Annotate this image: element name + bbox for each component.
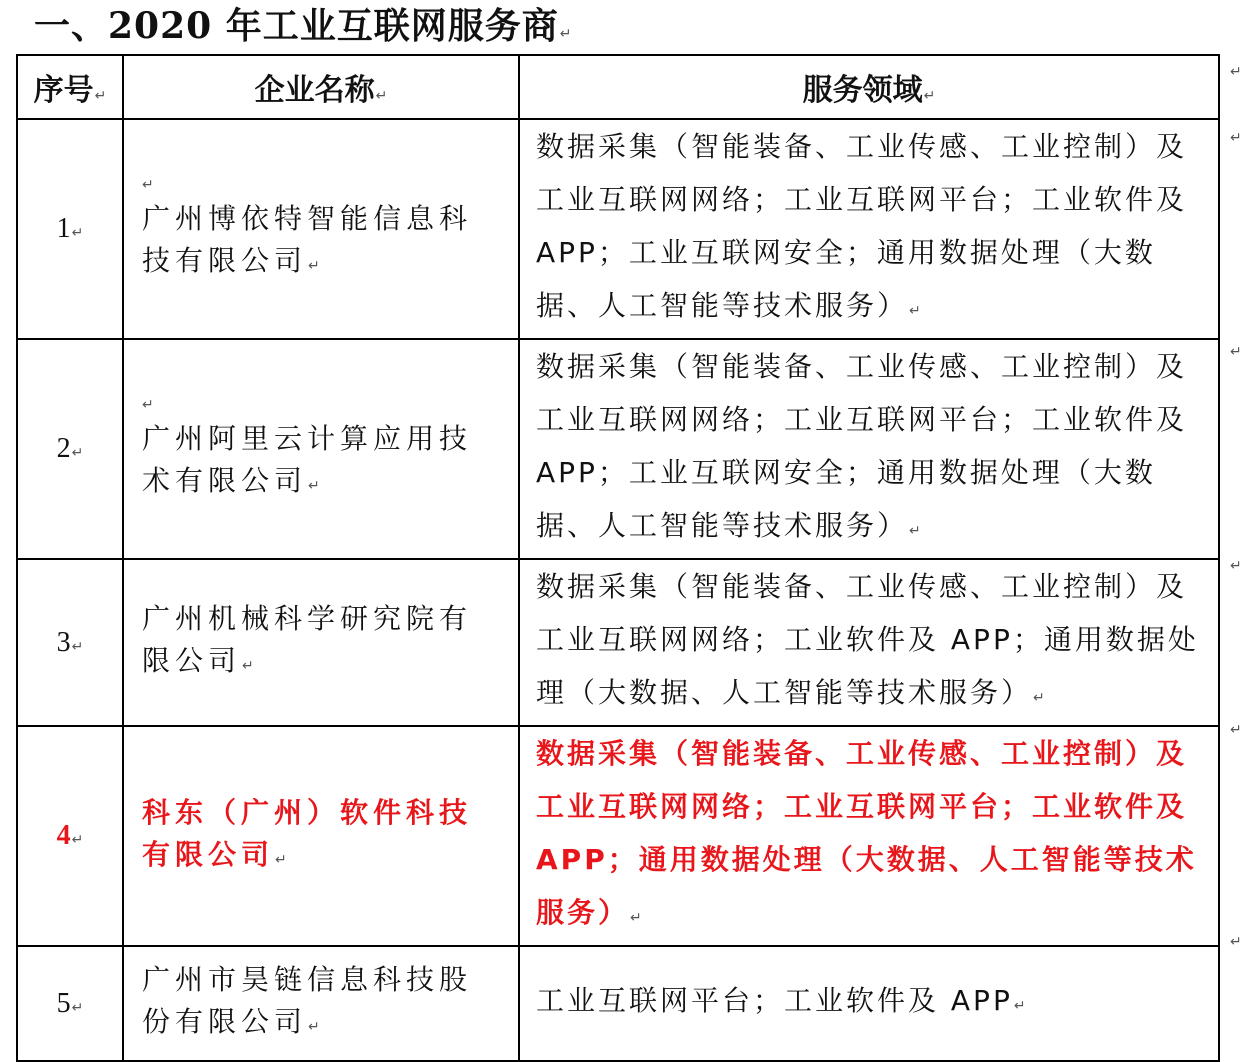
company-name-cell <box>123 119 519 339</box>
header-company-label: 企业名称 <box>254 73 375 108</box>
row-index <box>17 559 123 726</box>
company-name-cell <box>123 559 519 726</box>
table-row <box>17 119 1219 339</box>
paragraph-mark-icon: ↵ <box>909 523 924 539</box>
row-end-mark-icon: ↵ <box>1230 934 1242 950</box>
service-text: 工业互联网平台；工业软件及 APP <box>536 984 1013 1017</box>
service-text: 数据采集（智能装备、工业传感、工业控制）及工业互联网网络；工业互联网平台；工业软件及APP；工业互联网安全；通用数据处理（大数据、人工智能等技术服务） <box>536 130 1188 322</box>
table-row <box>17 946 1219 1061</box>
row-index <box>17 946 123 1061</box>
paragraph-mark-icon: ↵ <box>71 638 84 655</box>
service-text: 数据采集（智能装备、工业传感、工业控制）及工业互联网网络；工业软件及 APP；通用数据处理（大数据、人工智能等技术服务） <box>536 570 1199 709</box>
paragraph-mark-icon: ↵ <box>71 225 84 241</box>
paragraph-mark-icon: ↵ <box>1013 998 1029 1014</box>
row-end-mark-icon: ↵ <box>1230 344 1242 360</box>
row-end-mark-icon: ↵ <box>1230 130 1242 146</box>
paragraph-mark-icon: ↵ <box>242 658 259 674</box>
service-text: 数据采集（智能装备、工业传感、工业控制）及工业互联网网络；工业互联网平台；工业软件及APP；通用数据处理（大数据、人工智能等技术服务） <box>536 737 1197 929</box>
paragraph-mark-icon: ↵ <box>275 851 292 868</box>
paragraph-mark-icon: ↵ <box>308 477 325 494</box>
service-cell <box>519 339 1219 559</box>
header-index-label: 序号 <box>33 73 94 108</box>
header-service <box>519 55 1219 119</box>
paragraph-mark-icon: ↵ <box>142 396 159 413</box>
paragraph-mark-icon: ↵ <box>1033 690 1048 706</box>
header-company <box>123 55 519 119</box>
row-index <box>17 119 123 339</box>
service-cell <box>519 559 1219 726</box>
company-name-cell <box>123 946 519 1061</box>
paragraph-mark-icon: ↵ <box>71 445 84 461</box>
paragraph-mark-icon: ↵ <box>94 88 107 104</box>
page-title-text: 一、2020 年工业互联网服务商 <box>34 5 559 47</box>
paragraph-mark-icon: ↵ <box>308 1019 325 1035</box>
company-name: 科东（广州）软件科技有限公司 <box>142 795 473 871</box>
company-name-cell <box>123 726 519 946</box>
row-end-mark-icon: ↵ <box>1230 64 1242 80</box>
paragraph-mark-icon: ↵ <box>71 832 84 848</box>
row-index-value: 1 <box>56 213 71 244</box>
service-cell <box>519 119 1219 339</box>
paragraph-mark-icon: ↵ <box>308 257 325 274</box>
header-service-label: 服务领域 <box>802 73 923 108</box>
row-index-value: 5 <box>56 987 71 1019</box>
header-index <box>17 55 123 119</box>
row-index <box>17 726 123 946</box>
row-index <box>17 339 123 559</box>
page-title <box>34 2 572 50</box>
paragraph-mark-icon: ↵ <box>375 88 388 104</box>
company-name: 广州博依特智能信息科技有限公司 <box>142 201 473 277</box>
row-index-value: 4 <box>56 820 71 851</box>
row-index-value: 3 <box>56 626 71 658</box>
service-provider-table <box>16 54 1220 1062</box>
paragraph-mark-icon: ↵ <box>909 303 924 319</box>
company-name: 广州市昊链信息科技股份有限公司 <box>142 963 473 1038</box>
row-index-value: 2 <box>56 433 71 464</box>
table-header-row <box>17 55 1219 119</box>
row-end-mark-icon: ↵ <box>1230 722 1242 738</box>
paragraph-mark-icon: ↵ <box>142 176 159 193</box>
paragraph-mark-icon: ↵ <box>923 88 936 104</box>
table-row-highlighted <box>17 726 1219 946</box>
paragraph-mark-icon: ↵ <box>71 999 84 1016</box>
service-cell <box>519 726 1219 946</box>
table-row <box>17 559 1219 726</box>
company-name: 广州机械科学研究院有限公司 <box>142 602 473 677</box>
paragraph-mark-icon: ↵ <box>630 910 645 926</box>
service-cell <box>519 946 1219 1061</box>
company-name-cell <box>123 339 519 559</box>
row-end-mark-icon: ↵ <box>1230 558 1242 574</box>
service-text: 数据采集（智能装备、工业传感、工业控制）及工业互联网网络；工业互联网平台；工业软件及APP；工业互联网安全；通用数据处理（大数据、人工智能等技术服务） <box>536 350 1188 542</box>
company-name: 广州阿里云计算应用技术有限公司 <box>142 421 473 497</box>
table-row <box>17 339 1219 559</box>
paragraph-mark-icon: ↵ <box>559 26 573 42</box>
